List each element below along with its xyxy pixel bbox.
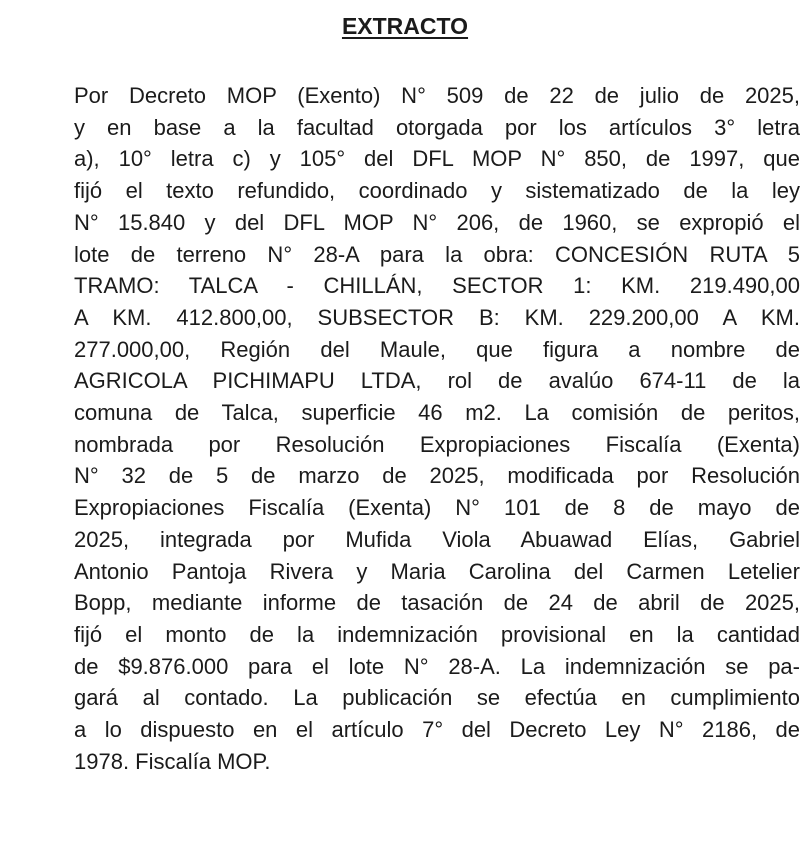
- paragraph-line: a lo dispuesto en el artículo 7° del Decreto Ley N° 2186, de: [74, 717, 800, 743]
- paragraph-line: N° 32 de 5 de marzo de 2025, modificada por Resolución: [74, 463, 800, 489]
- paragraph-line: comuna de Talca, superficie 46 m2. La comisión de peritos,: [74, 400, 800, 426]
- paragraph-line: TRAMO: TALCA - CHILLÁN, SECTOR 1: KM. 219.490,00: [74, 273, 800, 299]
- paragraph-line: a), 10° letra c) y 105° del DFL MOP N° 850, de 1997, que: [74, 146, 800, 172]
- paragraph-line: Antonio Pantoja Rivera y Maria Carolina del Carmen Letelier: [74, 558, 800, 584]
- paragraph-line: Por Decreto MOP (Exento) N° 509 de 22 de julio de 2025,: [74, 83, 800, 108]
- paragraph-line: A KM. 412.800,00, SUBSECTOR B: KM. 229.200,00 A KM.: [74, 304, 800, 330]
- paragraph-line: fijó el monto de la indemnización provisional en la cantidad: [74, 621, 800, 647]
- paragraph-line: AGRICOLA PICHIMAPU LTDA, rol de avalúo 674-11 de la: [74, 368, 800, 394]
- paragraph-line: 1978. Fiscalía MOP.: [74, 748, 271, 774]
- paragraph-line: fijó el texto refundido, coordinado y sistematizado de la ley: [74, 178, 800, 204]
- paragraph-line: Expropiaciones Fiscalía (Exenta) N° 101 de 8 de mayo de: [74, 495, 800, 521]
- extract-paragraph: [74, 80, 800, 777]
- paragraph-line: 2025, integrada por Mufida Viola Abuawad Elías, Gabriel: [74, 526, 800, 552]
- paragraph-line: 277.000,00, Región del Maule, que figura a nombre de: [74, 336, 800, 362]
- paragraph-line: de $9.876.000 para el lote N° 28-A. La indemnización se pa-: [74, 653, 800, 679]
- paragraph-line: nombrada por Resolución Expropiaciones Fiscalía (Exenta): [74, 431, 800, 457]
- paragraph-line: N° 15.840 y del DFL MOP N° 206, de 1960, se expropió el: [74, 209, 800, 235]
- paragraph-line: y en base a la facultad otorgada por los artículos 3° letra: [74, 114, 800, 140]
- paragraph-line: gará al contado. La publicación se efectúa en cumplimiento: [74, 685, 800, 711]
- paragraph-line: Bopp, mediante informe de tasación de 24 de abril de 2025,: [74, 590, 800, 616]
- paragraph-line: lote de terreno N° 28-A para la obra: CONCESIÓN RUTA 5: [74, 241, 800, 267]
- document-title: EXTRACTO: [341, 13, 469, 39]
